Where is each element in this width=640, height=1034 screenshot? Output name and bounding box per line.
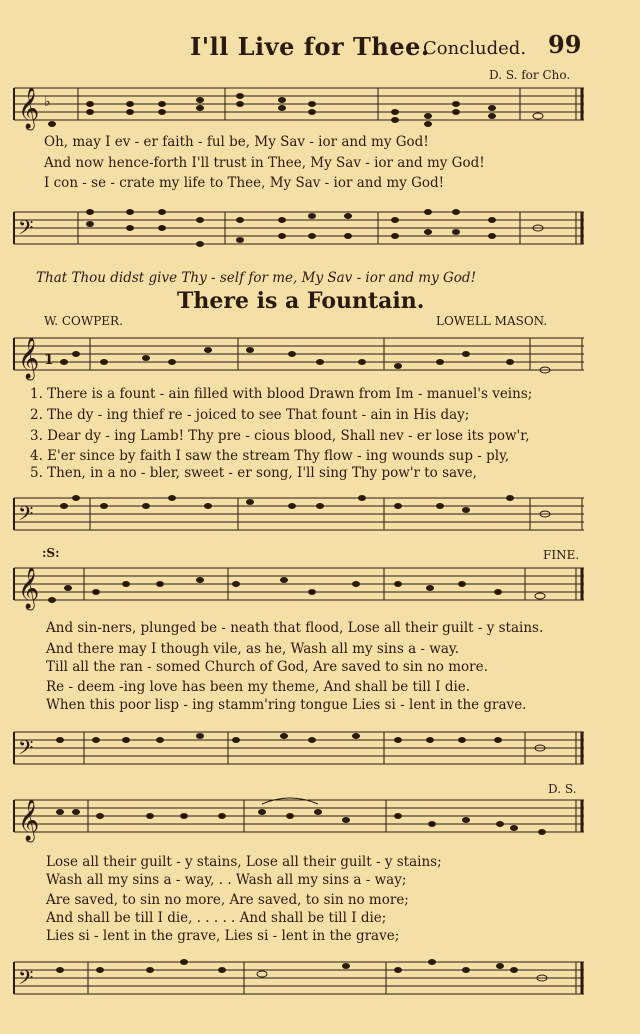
- svg-text:𝄢: 𝄢: [18, 966, 34, 994]
- segno-sign: :S:: [42, 546, 60, 560]
- hymn2-stanza2-verse-4: Re - deem -ing love has been my theme, And shall be till I die.: [46, 679, 471, 695]
- hymn2-system1-treble-staff: [0, 330, 640, 388]
- hymn1-bass-staff: [0, 196, 640, 260]
- hymn2-system2-treble-notes: [48, 577, 545, 603]
- ds-label: D. S.: [548, 782, 577, 796]
- hymn2-system1-treble-notes: [60, 347, 550, 373]
- hymn1-concluded-label: Concluded.: [423, 38, 527, 59]
- hymn2-stanza3-verse-4: And shall be till I die, . . . . . And shall be till I die;: [46, 910, 387, 926]
- hymn2-composer: LOWELL MASON.: [436, 314, 548, 328]
- svg-text:𝄞: 𝄞: [18, 338, 40, 379]
- ds-for-chorus-label: D. S. for Cho.: [489, 68, 571, 82]
- hymn2-title: There is a Fountain.: [177, 288, 425, 314]
- hymn2-author: W. COWPER.: [44, 314, 123, 328]
- hymn2-system2-treble-staff: [0, 560, 640, 616]
- svg-text:𝄞: 𝄞: [18, 568, 40, 609]
- svg-text:𝄞: 𝄞: [18, 800, 40, 841]
- hymn2-stanza1-verse-4: 4. E'er since by faith I saw the stream Thy flow - ing wounds sup - ply,: [30, 448, 510, 464]
- svg-text:𝄞: 𝄞: [18, 88, 40, 129]
- hymn2-stanza1-verse-3: 3. Dear dy - ing Lamb! Thy pre - cious blood, Shall nev - er lose its pow'r,: [30, 428, 530, 444]
- hymn2-stanza2-verse-1: And sin-ners, plunged be - neath that flood, Lose all their guilt - y stains.: [46, 620, 544, 636]
- hymn2-stanza1-verse-2: 2. The dy - ing thief re - joiced to see That fount - ain in His day;: [30, 407, 470, 423]
- svg-text:𝄢: 𝄢: [18, 216, 34, 244]
- hymn1-treble-staff: [0, 80, 640, 140]
- hymn2-stanza2-verse-2: And there may I though vile, as he, Wash all my sins a - way.: [46, 641, 459, 657]
- hymn2-stanza3-verse-2: Wash all my sins a - way, . . Wash all my sins a - way;: [46, 872, 407, 888]
- hymn2-system3-treble-staff: [0, 792, 640, 848]
- hymn2-system1-bass-staff: [0, 484, 640, 540]
- hymn1-treble-notes: [48, 93, 543, 127]
- svg-text:1: 1: [44, 352, 54, 368]
- hymn1-chorus-line: That Thou didst give Thy - self for me, My Sav - ior and my God!: [36, 270, 476, 286]
- fine-label: FINE.: [543, 548, 580, 562]
- hymn2-stanza1-verse-5: 5. Then, in a no - bler, sweet - er song, I'll sing Thy pow'r to save,: [30, 465, 477, 481]
- hymn1-verse-2: And now hence-forth I'll trust in Thee, My Sav - ior and my God!: [44, 155, 485, 171]
- hymn2-stanza1-verse-1: 1. There is a fount - ain filled with blood Drawn from Im - manuel's veins;: [30, 386, 533, 402]
- hymn2-system3-treble-notes: [56, 809, 546, 835]
- hymn2-stanza3-verse-3: Are saved, to sin no more, Are saved, to sin no more;: [46, 892, 409, 908]
- hymn1-title: I'll Live for Thee.: [190, 32, 430, 61]
- page-number: 99: [548, 30, 582, 59]
- svg-text:𝄢: 𝄢: [18, 736, 34, 764]
- hymn2-stanza2-verse-3: Till all the ran - somed Church of God, Are saved to sin no more.: [46, 659, 488, 675]
- hymn2-system3-bass-staff: [0, 948, 640, 1008]
- hymn1-verse-3: I con - se - crate my life to Thee, My Sav - ior and my God!: [44, 175, 445, 191]
- hymn2-system2-bass-staff: [0, 718, 640, 774]
- hymn1-verse-1: Oh, may I ev - er faith - ful be, My Sav - ior and my God!: [44, 134, 429, 150]
- svg-text:♭: ♭: [44, 94, 51, 110]
- hymn2-stanza2-verse-5: When this poor lisp - ing stamm'ring tongue Lies si - lent in the grave.: [46, 697, 527, 713]
- hymn2-stanza3-verse-5: Lies si - lent in the grave, Lies si - lent in the grave;: [46, 928, 400, 944]
- hymn2-stanza3-verse-1: Lose all their guilt - y stains, Lose all their guilt - y stains;: [46, 854, 442, 870]
- svg-text:𝄢: 𝄢: [18, 502, 34, 530]
